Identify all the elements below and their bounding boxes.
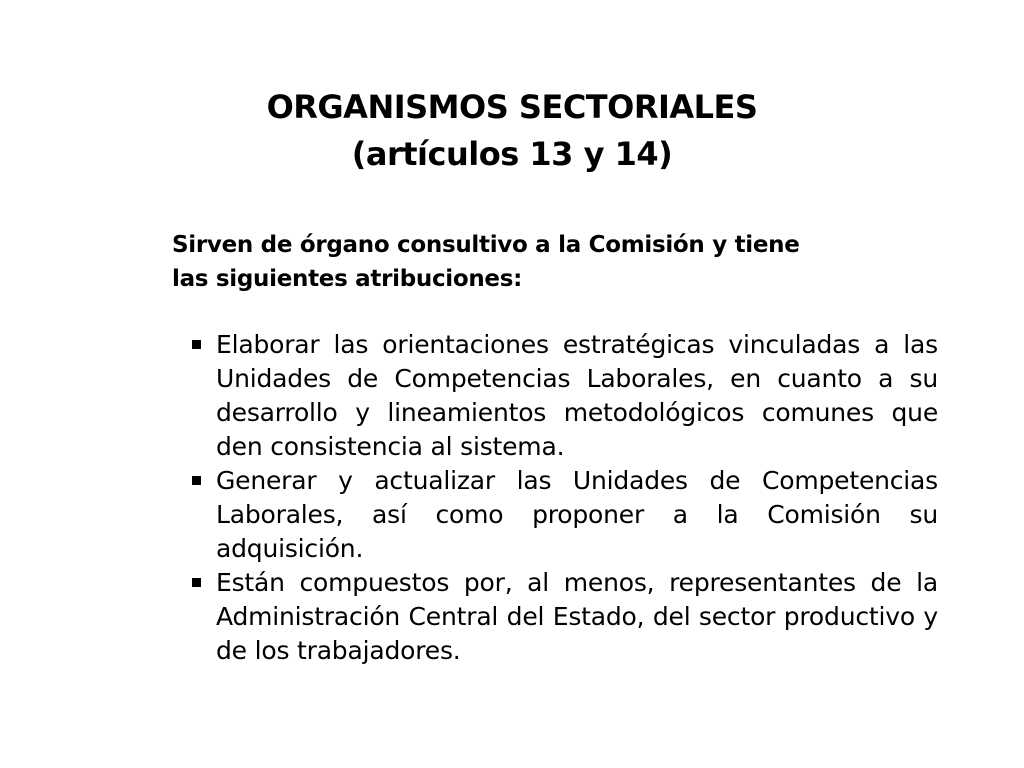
bullet-text: Están compuestos por, al menos, representantes de la Administración Central del Estado, del sector productivo y de los trabajadores. bbox=[216, 568, 938, 665]
square-bullet-icon bbox=[192, 578, 201, 587]
bullet-text: Generar y actualizar las Unidades de Competencias Laborales, así como proponer a la Comisión su adquisición. bbox=[216, 466, 938, 563]
square-bullet-icon bbox=[192, 340, 201, 349]
bullet-item bbox=[188, 464, 938, 566]
title-line-1: ORGANISMOS SECTORIALES bbox=[266, 88, 758, 126]
bullet-item bbox=[188, 328, 938, 464]
intro-line-2: las siguientes atribuciones: bbox=[172, 266, 523, 292]
intro-line-1: Sirven de órgano consultivo a la Comisión y tiene bbox=[172, 232, 800, 258]
bullet-item bbox=[188, 566, 938, 668]
title-line-2: (artículos 13 y 14) bbox=[351, 135, 673, 173]
bullet-list bbox=[188, 328, 938, 668]
intro-text bbox=[172, 228, 922, 296]
square-bullet-icon bbox=[192, 476, 201, 485]
bullet-text: Elaborar las orientaciones estratégicas vinculadas a las Unidades de Competencias Laborales, en cuanto a su desarrollo y lineamientos metodológicos comunes que den consistencia al sistema. bbox=[216, 330, 938, 461]
slide-title bbox=[0, 84, 1024, 178]
